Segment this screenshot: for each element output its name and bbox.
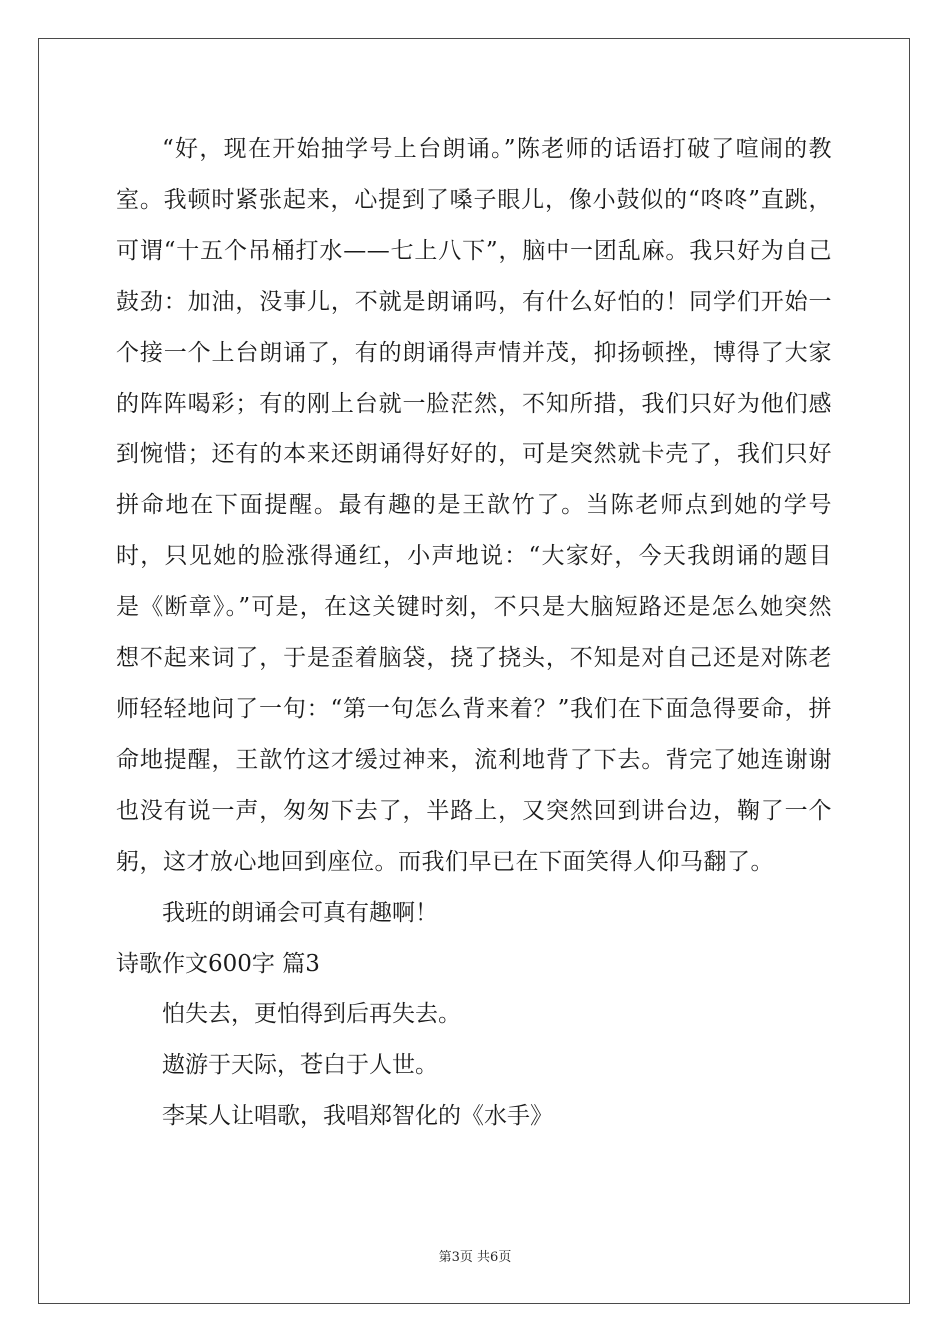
- page-number: 第3页 共6页: [438, 1250, 512, 1265]
- paragraph: “好，现在开始抽学号上台朗诵。”陈老师的话语打破了喧闹的教室。我顿时紧张起来，心提到了嗓子眼儿，像小鼓似的“咚咚”直跳，可谓“十五个吊桶打水——七上八下”，脑中一团乱麻。我只好为自己鼓劲：加油，没事儿，不就是朗诵吗，有什么好怕的！同学们开始一个接一个上台朗诵了，有的朗诵得声情并茂，抑扬顿挫，博得了大家的阵阵喝彩；有的刚上台就一脸茫然，不知所措，我们只好为他们感到惋惜；还有的本来还朗诵得好好的，可是突然就卡壳了，我们只好拼命地在下面提醒。最有趣的是王歆竹了。当陈老师点到她的学号时，只见她的脸涨得通红，小声地说：“大家好，今天我朗诵的题目是《断章》。”可是，在这关键时刻，不只是大脑短路还是怎么她突然想不起来词了，于是歪着脑袋，挠了挠头，不知是对自己还是对陈老师轻轻地问了一句：“第一句怎么背来着？”我们在下面急得要命，拼命地提醒，王歆竹这才缓过神来，流利地背了下去。背完了她连谢谢也没有说一声，匆匆下去了，半路上，又突然回到讲台边，鞠了一个躬，这才放心地回到座位。而我们早已在下面笑得人仰马翻了。: [116, 136, 832, 875]
- poem-line: 遨游于天际，苍白于人世。: [162, 1052, 438, 1079]
- poem-line: 李某人让唱歌，我唱郑智化的《水手》: [162, 1103, 553, 1130]
- document-body: [116, 124, 832, 1142]
- poem-line: 怕失去，更怕得到后再失去。: [162, 1001, 461, 1028]
- paragraph: 我班的朗诵会可真有趣啊！: [162, 899, 438, 926]
- section-heading: 诗歌作文600字 篇3: [116, 950, 320, 977]
